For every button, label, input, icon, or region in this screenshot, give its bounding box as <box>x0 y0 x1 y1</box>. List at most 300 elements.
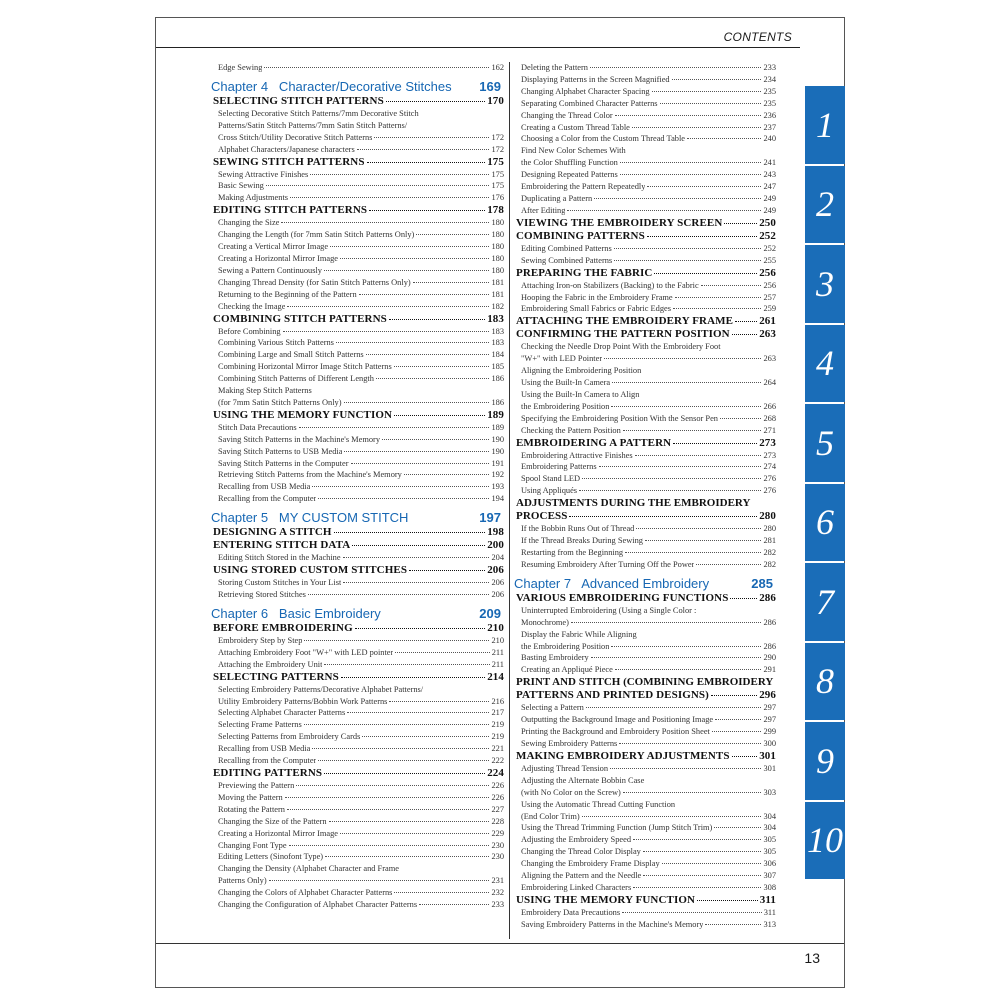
toc-subentry[interactable] <box>514 907 776 919</box>
toc-page-number: 180 <box>491 265 504 275</box>
toc-section-entry[interactable] <box>211 671 504 684</box>
toc-page-number: 197 <box>479 510 501 526</box>
dot-leader <box>675 297 762 298</box>
toc-section-entry[interactable] <box>211 95 504 108</box>
toc-subentry[interactable] <box>514 425 776 437</box>
toc-entry-title: Combining Stitch Patterns of Different Length <box>218 374 374 384</box>
toc-subentry[interactable] <box>211 277 504 289</box>
toc-subentry[interactable] <box>211 265 504 277</box>
toc-entry-title: Cross Stitch/Utility Decorative Stitch Patterns <box>218 132 373 142</box>
toc-entry-title: Editing Combined Patterns <box>521 243 612 253</box>
dot-leader <box>343 557 490 558</box>
toc-subentry[interactable] <box>211 851 504 863</box>
toc-page-number: 190 <box>491 446 504 456</box>
toc-page-number: 217 <box>491 708 504 718</box>
toc-page-number: 191 <box>491 458 504 468</box>
toc-subentry[interactable] <box>211 707 504 719</box>
toc-entry-title: ENTERING STITCH DATA <box>213 539 351 552</box>
dot-leader <box>625 552 761 553</box>
toc-section-continued[interactable]: PRINT AND STITCH (COMBINING EMBROIDERY <box>516 676 774 689</box>
toc-page-number: 301 <box>763 763 776 773</box>
chapter-tab-2[interactable]: 2 <box>805 166 845 244</box>
toc-entry-title: Saving Embroidery Patterns in the Machine's Memory <box>521 919 704 929</box>
dot-leader <box>582 478 761 479</box>
dot-leader <box>582 816 762 817</box>
toc-subentry[interactable] <box>211 446 504 458</box>
toc-section-entry[interactable] <box>211 539 504 552</box>
toc-entry-title: Restarting from the Beginning <box>521 548 624 557</box>
toc-subentry[interactable] <box>514 193 776 205</box>
chapter-tab-6[interactable]: 6 <box>805 484 845 562</box>
toc-subentry[interactable] <box>211 229 504 241</box>
toc-subentry[interactable] <box>211 192 504 204</box>
dot-leader <box>619 743 761 744</box>
toc-subentry[interactable] <box>211 719 504 731</box>
toc-page-number: 311 <box>763 907 776 917</box>
toc-subentry[interactable] <box>514 559 776 571</box>
toc-entry-title: If the Bobbin Runs Out of Thread <box>521 524 635 534</box>
toc-left-column <box>211 62 504 911</box>
toc-page-number: 185 <box>491 362 504 372</box>
toc-subentry[interactable] <box>514 74 776 86</box>
toc-subentry[interactable] <box>211 62 504 74</box>
toc-entry-title: Changing Font Type <box>218 840 287 850</box>
toc-subentry[interactable] <box>514 535 776 547</box>
toc-entry-title: EDITING PATTERNS <box>213 766 323 779</box>
toc-subentry[interactable] <box>514 110 776 122</box>
dot-leader <box>389 701 489 702</box>
toc-subentry[interactable] <box>514 401 776 413</box>
toc-subentry[interactable] <box>211 792 504 804</box>
toc-page-number: 227 <box>491 804 504 814</box>
toc-page-number: 182 <box>491 301 504 311</box>
toc-page-number: 243 <box>763 170 776 180</box>
toc-subentry[interactable] <box>514 181 776 193</box>
toc-page-number: 169 <box>479 78 501 94</box>
toc-page-number: 276 <box>763 486 776 496</box>
toc-subentry[interactable] <box>514 714 776 726</box>
manual-page <box>155 17 845 988</box>
toc-subentry[interactable] <box>211 647 504 659</box>
toc-entry-title: (End Color Trim) <box>521 811 580 821</box>
toc-subentry[interactable] <box>211 169 504 181</box>
dot-leader <box>359 294 490 295</box>
toc-subentry[interactable] <box>211 253 504 265</box>
toc-page-number: 228 <box>491 816 504 826</box>
dot-leader <box>347 712 489 713</box>
toc-section-entry[interactable] <box>514 267 776 280</box>
toc-entry-title: Separating Combined Character Patterns <box>521 98 658 108</box>
toc-subentry[interactable] <box>211 589 504 601</box>
toc-entry-title: Using Appliqués <box>521 486 578 496</box>
toc-subentry[interactable] <box>514 726 776 738</box>
toc-subentry[interactable] <box>514 834 776 846</box>
toc-entry-continued[interactable]: Selecting Decorative Stitch Patterns/7mm Decorative Stitch <box>218 108 419 118</box>
toc-subentry[interactable] <box>514 858 776 870</box>
toc-subentry[interactable] <box>514 882 776 894</box>
chapter-tab-10[interactable]: 10 <box>805 802 845 880</box>
toc-section-entry[interactable] <box>211 409 504 422</box>
toc-page-number: 286 <box>759 591 776 604</box>
toc-subentry[interactable] <box>514 292 776 304</box>
toc-page-number: 219 <box>491 720 504 730</box>
chapter-tab-5[interactable]: 5 <box>805 404 845 482</box>
toc-entry-title: Creating an Appliqué Piece <box>521 665 613 675</box>
toc-page-number: 233 <box>763 63 776 72</box>
toc-section-entry[interactable] <box>514 750 776 763</box>
toc-entry-title: If the Thread Breaks During Sewing <box>521 536 643 546</box>
toc-section-entry[interactable] <box>514 894 776 907</box>
toc-entry-title: Recalling from the Computer <box>218 494 317 504</box>
toc-subentry[interactable] <box>514 205 776 217</box>
toc-entry-title: ATTACHING THE EMBROIDERY FRAME <box>516 315 734 328</box>
toc-entry-continued[interactable]: Aligning the Embroidering Position <box>521 366 642 376</box>
toc-page-number: 235 <box>763 86 776 96</box>
toc-subentry[interactable] <box>514 62 776 74</box>
toc-entry-title: Previewing the Pattern <box>218 780 295 790</box>
toc-section-entry[interactable] <box>514 437 776 450</box>
dot-leader <box>289 845 490 846</box>
toc-page-number: 214 <box>487 670 504 683</box>
toc-entry-title: DESIGNING A STITCH <box>213 526 332 539</box>
toc-subentry[interactable] <box>514 787 776 799</box>
dot-leader <box>374 137 489 138</box>
toc-entry-title: SELECTING STITCH PATTERNS <box>213 94 384 107</box>
toc-page-number: 180 <box>491 253 504 263</box>
toc-subentry[interactable] <box>514 822 776 834</box>
toc-entry-title: the Embroidering Position <box>521 401 610 411</box>
toc-subentry[interactable] <box>514 547 776 559</box>
toc-page-number: 181 <box>491 277 504 287</box>
toc-page-number: 226 <box>491 780 504 790</box>
toc-page-number: 183 <box>491 338 504 348</box>
toc-subentry[interactable] <box>211 731 504 743</box>
toc-entry-continued[interactable]: Patterns/Satin Stitch Patterns/7mm Satin Stitch Patterns/ <box>218 120 408 130</box>
toc-entry-title: Changing the Size of the Pattern <box>218 816 327 826</box>
toc-subentry[interactable] <box>514 702 776 714</box>
toc-entry-continued[interactable]: Adjusting the Alternate Bobbin Case <box>521 775 645 785</box>
toc-subentry[interactable] <box>211 373 504 385</box>
toc-section-entry[interactable] <box>514 510 776 523</box>
toc-entry-title: Designing Repeated Patterns <box>521 170 618 180</box>
toc-subentry[interactable] <box>211 458 504 470</box>
toc-section-entry[interactable] <box>211 204 504 217</box>
toc-page-number: 186 <box>491 397 504 407</box>
toc-subentry[interactable] <box>211 217 504 229</box>
dot-leader <box>622 912 762 913</box>
dot-leader <box>654 273 757 274</box>
toc-subentry[interactable] <box>514 157 776 169</box>
toc-entry-title: Recalling from the Computer <box>218 756 317 766</box>
toc-entry-title: Combining Horizontal Mirror Image Stitch Patterns <box>218 362 392 372</box>
toc-page-number: 216 <box>491 696 504 706</box>
toc-subentry[interactable] <box>211 337 504 349</box>
toc-page-number: 273 <box>763 450 776 460</box>
toc-entry-continued[interactable]: Using the Built-In Camera to Align <box>521 389 640 399</box>
toc-entry-title: Selecting Patterns from Embroidery Cards <box>218 732 361 742</box>
dot-leader <box>615 669 762 670</box>
toc-subentry[interactable] <box>211 481 504 493</box>
toc-subentry[interactable] <box>514 243 776 255</box>
toc-section-continued[interactable]: ADJUSTMENTS DURING THE EMBROIDERY <box>516 497 751 510</box>
toc-subentry[interactable] <box>514 280 776 292</box>
toc-subentry[interactable] <box>211 241 504 253</box>
toc-entry-title: PREPARING THE FABRIC <box>516 266 653 279</box>
dot-leader <box>647 236 757 237</box>
toc-entry-title: Stitch Data Precautions <box>218 422 297 432</box>
toc-entry-title: SEWING STITCH PATTERNS <box>213 155 365 168</box>
toc-subentry[interactable] <box>211 397 504 409</box>
dot-leader <box>318 498 489 499</box>
toc-subentry[interactable] <box>211 840 504 852</box>
toc-page-number: 307 <box>763 871 776 881</box>
toc-page-number: 180 <box>491 218 504 228</box>
toc-entry-title: Selecting Alphabet Character Patterns <box>218 708 346 718</box>
toc-subentry[interactable] <box>211 887 504 899</box>
toc-entry-title: Rotating the Pattern <box>218 804 285 814</box>
toc-subentry[interactable] <box>211 743 504 755</box>
toc-subentry[interactable] <box>211 144 504 156</box>
toc-entry-title: Monochrome) <box>521 617 569 627</box>
dot-leader <box>586 707 762 708</box>
toc-entry-title: Selecting a Pattern <box>521 703 584 713</box>
toc-page-number: 229 <box>491 828 504 838</box>
toc-subentry[interactable] <box>211 659 504 671</box>
toc-page-number: 209 <box>479 605 501 621</box>
toc-subentry[interactable] <box>514 450 776 462</box>
toc-subentry[interactable] <box>211 804 504 816</box>
toc-section-entry[interactable] <box>211 767 504 780</box>
toc-subentry[interactable] <box>211 326 504 338</box>
toc-subentry[interactable] <box>211 289 504 301</box>
toc-entry-title: Retrieving Stitch Patterns from the Machine's Memory <box>218 470 402 480</box>
toc-entry-title: EMBROIDERING A PATTERN <box>516 436 672 449</box>
toc-entry-title: Embroidering Attractive Finishes <box>521 450 633 460</box>
toc-section-entry[interactable] <box>514 328 776 341</box>
dot-leader <box>376 378 490 379</box>
toc-page-number: 282 <box>763 559 776 569</box>
toc-chapter-heading[interactable] <box>211 78 504 95</box>
toc-section-entry[interactable] <box>211 622 504 635</box>
toc-subentry[interactable] <box>514 98 776 110</box>
toc-entry-title: Combining Various Stitch Patterns <box>218 338 334 348</box>
toc-subentry[interactable] <box>514 353 776 365</box>
toc-page-number: 313 <box>763 919 776 929</box>
toc-subentry[interactable] <box>514 255 776 267</box>
dot-leader <box>712 731 762 732</box>
toc-entry-continued[interactable]: Changing the Density (Alphabet Character and Frame <box>218 864 399 874</box>
chapter-tab-4[interactable]: 4 <box>805 325 845 403</box>
toc-subentry[interactable] <box>211 577 504 589</box>
toc-entry-title: Changing the Thread Color Display <box>521 847 641 857</box>
toc-page-number: 266 <box>763 401 776 411</box>
toc-page-number: 240 <box>763 134 776 144</box>
toc-subentry[interactable] <box>514 303 776 315</box>
toc-page-number: 175 <box>487 155 504 168</box>
dot-leader <box>325 856 489 857</box>
toc-subentry[interactable] <box>211 469 504 481</box>
toc-entry-continued[interactable]: Using the Automatic Thread Cutting Function <box>521 799 676 809</box>
toc-entry-title: BEFORE EMBROIDERING <box>213 621 353 634</box>
toc-entry-title: Chapter 7 Advanced Embroidery <box>514 575 710 591</box>
toc-section-entry[interactable] <box>514 230 776 243</box>
dot-leader <box>394 415 485 416</box>
toc-subentry[interactable] <box>211 422 504 434</box>
toc-subentry[interactable] <box>211 875 504 887</box>
toc-entry-title: Outputting the Background Image and Positioning Image <box>521 715 714 725</box>
toc-page-number: 230 <box>491 852 504 862</box>
toc-entry-title: Saving Stitch Patterns in the Machine's Memory <box>218 434 381 444</box>
dot-leader <box>386 101 485 102</box>
toc-page-number: 189 <box>491 422 504 432</box>
toc-subentry[interactable] <box>211 816 504 828</box>
toc-entry-title: Creating a Horizontal Mirror Image <box>218 828 338 838</box>
toc-subentry[interactable] <box>514 122 776 134</box>
toc-subentry[interactable] <box>514 86 776 98</box>
dot-leader <box>611 406 761 407</box>
toc-entry-continued[interactable]: Display the Fabric While Aligning <box>521 629 637 639</box>
toc-chapter-heading[interactable] <box>211 509 504 526</box>
toc-subentry[interactable] <box>514 846 776 858</box>
dot-leader <box>308 594 490 595</box>
toc-subentry[interactable] <box>211 635 504 647</box>
toc-subentry[interactable] <box>514 763 776 775</box>
toc-subentry[interactable] <box>514 641 776 653</box>
toc-section-entry[interactable] <box>211 564 504 577</box>
toc-entry-continued[interactable]: Making Step Stitch Patterns <box>218 386 312 396</box>
dot-leader <box>269 880 490 881</box>
toc-page-number: 204 <box>491 553 504 563</box>
toc-section-entry[interactable] <box>514 592 776 605</box>
toc-chapter-heading[interactable] <box>514 575 776 592</box>
toc-page-number: 206 <box>491 578 504 588</box>
dot-leader <box>344 402 490 403</box>
toc-entry-continued[interactable]: Selecting Embroidery Patterns/Decorative Alphabet Patterns/ <box>218 684 424 694</box>
toc-page-number: 200 <box>487 539 504 552</box>
toc-entry-title: COMBINING PATTERNS <box>516 229 645 242</box>
toc-subentry[interactable] <box>514 919 776 931</box>
toc-entry-title: SELECTING PATTERNS <box>213 670 339 683</box>
toc-section-entry[interactable] <box>514 217 776 230</box>
toc-subentry[interactable] <box>514 169 776 181</box>
toc-subentry[interactable] <box>211 434 504 446</box>
toc-entry-continued[interactable]: Checking the Needle Drop Point With the Embroidery Foot <box>521 342 721 352</box>
toc-subentry[interactable] <box>211 899 504 911</box>
dot-leader <box>590 67 761 68</box>
dot-leader <box>615 115 762 116</box>
toc-entry-title: Recalling from USB Media <box>218 482 311 492</box>
toc-page-number: 255 <box>763 255 776 265</box>
dot-leader <box>633 887 761 888</box>
header-rule <box>156 47 800 48</box>
toc-page-number: 192 <box>491 470 504 480</box>
page-number: 13 <box>804 950 820 966</box>
toc-subentry[interactable] <box>514 617 776 629</box>
dot-leader <box>673 308 761 309</box>
toc-section-entry[interactable] <box>211 526 504 539</box>
toc-subentry[interactable] <box>514 377 776 389</box>
dot-leader <box>614 248 762 249</box>
toc-entry-title: Sewing Attractive Finishes <box>218 169 309 179</box>
dot-leader <box>643 851 762 852</box>
toc-subentry[interactable] <box>514 738 776 750</box>
toc-page-number: 286 <box>763 617 776 627</box>
toc-page-number: 303 <box>763 787 776 797</box>
toc-entry-title: Chapter 5 MY CUSTOM STITCH <box>211 510 409 526</box>
toc-page-number: 274 <box>763 462 776 472</box>
chapter-tab-3[interactable]: 3 <box>805 245 845 323</box>
toc-page-number: 301 <box>759 749 776 762</box>
toc-entry-title: CONFIRMING THE PATTERN POSITION <box>516 328 730 341</box>
toc-subentry[interactable] <box>514 413 776 425</box>
toc-entry-title: Utility Embroidery Patterns/Bobbin Work Patterns <box>218 696 388 706</box>
toc-section-entry[interactable] <box>514 315 776 328</box>
toc-subentry[interactable] <box>211 828 504 840</box>
toc-subentry[interactable] <box>211 780 504 792</box>
toc-subentry[interactable] <box>211 755 504 767</box>
toc-subentry[interactable] <box>211 301 504 313</box>
toc-entry-title: Checking the Image <box>218 301 286 311</box>
toc-subentry[interactable] <box>514 473 776 485</box>
toc-subentry[interactable] <box>211 361 504 373</box>
toc-entry-title: Embroidering Small Fabrics or Fabric Edges <box>521 304 672 314</box>
header-title: CONTENTS <box>723 30 792 44</box>
dot-leader <box>266 185 490 186</box>
toc-page-number: 189 <box>487 408 504 421</box>
toc-subentry[interactable] <box>211 180 504 192</box>
toc-section-entry[interactable] <box>514 689 776 702</box>
toc-section-entry[interactable] <box>211 156 504 169</box>
toc-entry-continued[interactable]: Find New Color Schemes With <box>521 146 626 156</box>
chapter-tab-7[interactable]: 7 <box>805 563 845 641</box>
chapter-tab-9[interactable]: 9 <box>805 722 845 800</box>
toc-page-number: 256 <box>763 280 776 290</box>
toc-entry-title: Making Adjustments <box>218 193 289 203</box>
toc-subentry[interactable] <box>211 696 504 708</box>
toc-page-number: 311 <box>759 893 776 906</box>
toc-entry-title: Adjusting Thread Tension <box>521 763 609 773</box>
toc-page-number: 211 <box>491 647 504 657</box>
toc-entry-title: Basting Embroidery <box>521 653 589 663</box>
toc-page-number: 249 <box>763 193 776 203</box>
toc-entry-title: Specifying the Embroidering Position With the Sensor Pen <box>521 413 718 423</box>
toc-subentry[interactable] <box>514 652 776 664</box>
toc-subentry[interactable] <box>514 461 776 473</box>
toc-subentry[interactable] <box>514 870 776 882</box>
toc-subentry[interactable] <box>514 133 776 145</box>
toc-subentry[interactable] <box>514 523 776 535</box>
dot-leader <box>610 768 761 769</box>
toc-entry-title: Chapter 6 Basic Embroidery <box>211 605 381 621</box>
toc-subentry[interactable] <box>211 349 504 361</box>
toc-entry-title: Edge Sewing <box>218 63 263 72</box>
toc-subentry[interactable] <box>514 485 776 497</box>
toc-subentry[interactable] <box>211 132 504 144</box>
chapter-tab-8[interactable]: 8 <box>805 643 845 721</box>
toc-page-number: 236 <box>763 110 776 120</box>
dot-leader <box>711 695 757 696</box>
toc-entry-continued[interactable]: Uninterrupted Embroidering (Using a Single Color : <box>521 605 697 615</box>
toc-section-entry[interactable] <box>211 313 504 326</box>
toc-subentry[interactable] <box>514 664 776 676</box>
toc-subentry[interactable] <box>514 811 776 823</box>
toc-chapter-heading[interactable] <box>211 605 504 622</box>
dot-leader <box>599 466 762 467</box>
toc-subentry[interactable] <box>211 493 504 505</box>
chapter-tab-1[interactable]: 1 <box>805 86 845 164</box>
toc-page-number: 305 <box>763 835 776 845</box>
toc-subentry[interactable] <box>211 552 504 564</box>
